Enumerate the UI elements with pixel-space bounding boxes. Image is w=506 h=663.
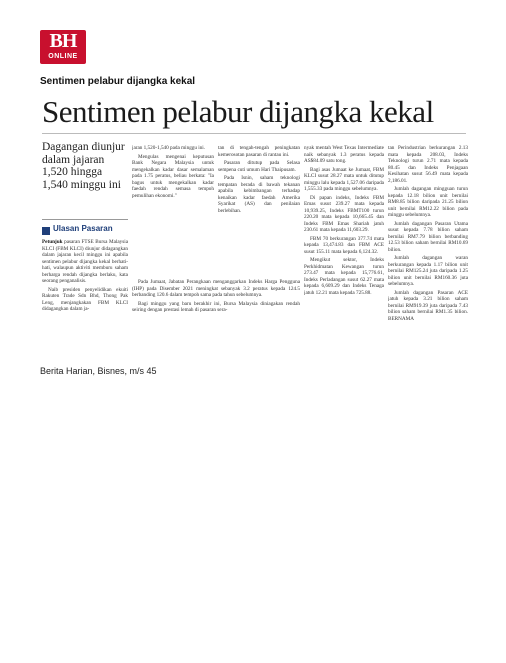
column-paragraph: nyak mentah West Texas Intermediate naik sebanyak 1.3 peratus kepada AS$84.09 satu tong.	[304, 145, 384, 164]
column-paragraph: Jumlah dagangan mingguan turun kepada 12.18 bilion unit bernilai RM8.85 bilion daripada 21.25 bilion unit bernilai RM12.22 bilion pada minggu sebelumnya.	[388, 186, 468, 218]
article-column-2-lower	[132, 279, 300, 347]
logo-sub: ONLINE	[48, 53, 78, 60]
newspaper-clipping	[40, 93, 468, 355]
article-column-3	[218, 145, 300, 277]
article-column-2	[132, 145, 214, 277]
column-paragraph: Naib presiden penyelidikan ekuiti Rakuten Trade Sdn Bhd, Thong Pak Leng, menjangkakan FBM KLCI didagangkan dalam ja-	[42, 286, 128, 312]
source-caption: Berita Harian, Bisnes, m/s 45	[40, 366, 157, 376]
clipping-subtitle: Dagangan diunjur dalam jajaran 1,520 hingga 1,540 minggu ini	[42, 141, 125, 191]
section-label: Ulasan Pasaran	[53, 224, 113, 233]
column-paragraph: tan Perindustrian berkurangan 2.13 mata kepada 208.03, Indeks Teknologi turun 2.71 mata kepada 80.45 dan Indeks Penjagaan Kesihatan susut 56.49 mata kepada 2,186.01.	[388, 145, 468, 184]
column-paragraph: tan di tengah-tengah peningkatan kemerosotan pasaran di rantau ini.	[218, 145, 300, 158]
column-paragraph: Bagi asas Jumaat ke Jumaat, FBM KLCI susut 28.27 mata untuk ditutup minggu lalu kepada 1,527.06 daripada 1,555.33 pada minggu sebelumnya.	[304, 166, 384, 192]
column-paragraph: Jumlah dagangan Pasaran ACE jatuh kepada 3.21 bilion saham bernilai RM919.39 juta daripada 7.43 bilion saham bernilai RM1.35 bilion. BERNAMA	[388, 289, 468, 322]
bh-online-logo	[40, 30, 86, 64]
column-paragraph: FBM 70 berkurangan 377.74 mata kepada 13,474.83 dan FBM ACE susut 155.11 mata kepada 6,124.32.	[304, 235, 384, 255]
column-paragraph: Pada Isnin, saham teknologi tempatan berada di bawah tekanan apabila kebimbangan terhadap kenaikan kadar faedah Amerika Syarikat (AS) dan penilaian berlebihan.	[218, 175, 300, 214]
column-paragraph: Mengikut sektor, Indeks Perkhidmatan Kewangan turun 273.47 mata kepada 15,776.61, Indeks Perladangan susut 62.27 mata kepada 6,609.29 dan Indeks Tenaga jatuh 12.21 mata kepada 725.88.	[304, 257, 384, 296]
column-paragraph: Jumlah dagangan waran berkurangan kepada 1.17 bilion unit bernilai RM125.24 juta daripada 1.25 bilion unit bernilai RM160.36 juta sebelumnya.	[388, 255, 468, 287]
article-headline: Sentimen pelabur dijangka kekal	[40, 76, 196, 87]
section-square-icon	[42, 227, 50, 235]
column-paragraph: Mengulas mengenai keputusan Bank Negara Malaysia untuk mengekalkan kadar dasar semalaman pada 1.75 peratus, beliau berkata: "Ia bagus untuk mengekalkan kadar faedah rendah semasa tempoh pemulihan ekonomi."	[132, 153, 214, 199]
clipping-title: Sentimen pelabur dijangka kekal	[42, 94, 434, 129]
lead-word: Petunjuk	[42, 239, 63, 245]
column-paragraph: Pada Jumaat, Jabatan Perangkaan menganggarkan Indeks Harga Pengguna (IHP) pada Disember 2021 meningkat sebanyak 3.2 peratus kepada 124.5 berbanding 120.6 dalam tempoh sama pada tahun sebelumnya.	[132, 279, 300, 298]
article-column-4	[304, 145, 384, 355]
column-paragraph: Bagi minggu yang baru berakhir ini, Bursa Malaysia diniagakan rendah seiring dengan prestasi lemah di pasaran sera-	[132, 300, 300, 313]
column-paragraph: Pasaran ditutup pada Selasa sempena cuti umum Hari Thaipusam.	[218, 160, 300, 173]
column-paragraph: Jumlah dagangan Pasaran Utama susut kepada 7.78 bilion saham bernilai RM7.79 bilion berbanding 12.53 bilion saham bernilai RM10.69 bilion.	[388, 220, 468, 253]
logo-brand: BH	[49, 30, 77, 52]
column-paragraph: Di papan indeks, Indeks FBM Emas susut 239.27 mata kepada 10,939.25, Indeks FBMT100 turun 220.20 mata kepada 10,665.45 dan Indeks FBM Emas Shariah jatuh 230.61 mata kepada 11,603.29.	[304, 194, 384, 233]
article-column-1	[42, 239, 128, 347]
column-paragraph: jaran 1,520-1,540 pada minggu ini.	[132, 145, 206, 151]
subtitle-divider	[42, 219, 128, 220]
column-paragraph: pasaran FTSE Bursa Malaysia KLCI (FBM KLCI) diunjur didagangkan dalam jajaran kecil minggu ini apabila sentimen pelabur dijangka kekal berhati-hati, walaupun aktiviti memburu saham berharga rendah dijangka berlaku, kata seorang penganalisis.	[42, 239, 128, 284]
article-column-5	[388, 145, 468, 355]
title-divider	[42, 133, 466, 134]
